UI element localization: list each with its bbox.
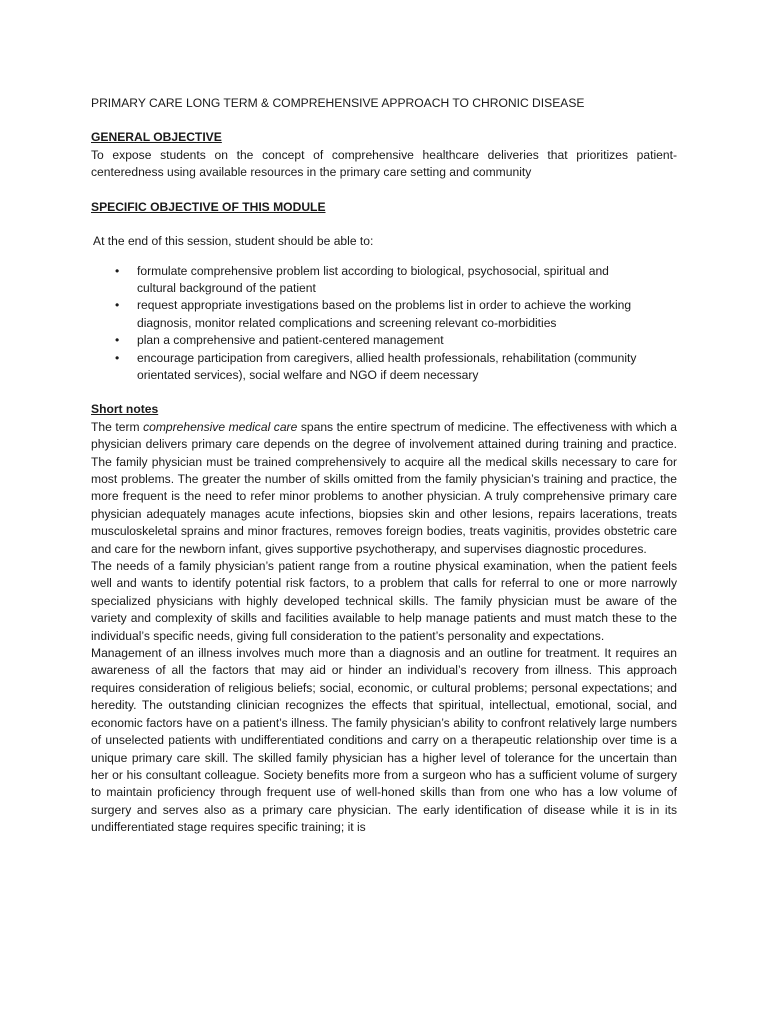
short-notes-heading: Short notes <box>91 402 159 417</box>
bullet-icon: • <box>115 298 120 313</box>
objective-text: encourage participation from caregivers, allied health professionals, rehabilitation (community orientated services), social welfare and NGO if deem necessary <box>137 350 637 382</box>
emphasized-term: comprehensive medical care <box>143 419 298 434</box>
objective-text: request appropriate investigations based on the problems list in order to achieve the working diagnosis, monitor related complications and screening relevant co-morbidities <box>137 298 632 330</box>
objective-item <box>91 332 677 349</box>
objectives-list <box>91 263 677 385</box>
document-title: PRIMARY CARE LONG TERM & COMPREHENSIVE APPROACH TO CHRONIC DISEASE <box>91 96 585 110</box>
objective-item <box>91 263 677 298</box>
bullet-icon: • <box>115 263 120 278</box>
short-notes-paragraph-2: The needs of a family physician’s patient range from a routine physical examination, when the patient feels well and wants to identify potential risk factors, to a problem that calls for referral to one or more narrowly specialized physicians with highly developed technical skills. The family physician must be aware of the variety and complexity of skills and facilities available to help manage patients and must match these to the individual’s specific needs, giving full consideration to the patient’s personality and expectations. <box>91 559 677 643</box>
objective-item <box>91 297 677 332</box>
objective-item <box>91 350 677 385</box>
bullet-icon: • <box>115 333 120 348</box>
objectives-intro: At the end of this session, student should be able to: <box>93 234 374 249</box>
document-page <box>91 95 677 837</box>
paragraph-1-body: spans the entire spectrum of medicine. The effectiveness with which a physician delivers primary care depends on the degree of involvement attained during training and practice. The family physician must be trained comprehensively to acquire all the medical skills necessary to care for most problems. The greater the number of skills omitted from the family physician’s training and practice, the more frequent is the need to refer minor problems to another physician. A truly comprehensive primary care physician adequately manages acute infections, biopsies skin and other lesions, repairs lacerations, treats musculoskeletal sprains and minor fractures, removes foreign bodies, treats vaginitis, provides obstetric care and care for the newborn infant, gives supportive psychotherapy, and supervises diagnostic procedures. <box>91 419 678 556</box>
objective-text: plan a comprehensive and patient-centered management <box>137 333 444 348</box>
general-objective-heading: GENERAL OBJECTIVE <box>91 130 222 145</box>
specific-objective-heading: SPECIFIC OBJECTIVE OF THIS MODULE <box>91 199 326 214</box>
general-objective-text: To expose students on the concept of comprehensive healthcare deliveries that prioritizes patient-centeredness using available resources in the primary care setting and community <box>91 147 677 180</box>
bullet-icon: • <box>115 350 120 365</box>
objective-text: formulate comprehensive problem list according to biological, psychosocial, spiritual and cultural background of the patient <box>137 263 609 295</box>
short-notes-paragraph-1 <box>91 419 677 558</box>
short-notes-paragraph-3: Management of an illness involves much more than a diagnosis and an outline for treatment. It requires an awareness of all the factors that may aid or hinder an individual’s recovery from illness. This approach requires consideration of religious beliefs; social, economic, or cultural problems; personal expectations; and heredity. The outstanding clinician recognizes the effects that spiritual, intellectual, emotional, social, and economic factors have on a patient’s illness. The family physician’s ability to confront relatively large numbers of unselected patients with undifferentiated conditions and carry on a therapeutic relationship over time is a unique primary care skill. The skilled family physician has a higher level of tolerance for the uncertain than her or his consultant colleague. Society benefits more from a surgeon who has a sufficient volume of surgery to maintain proficiency through frequent use of well-honed skills than from one who has a low volume of surgery and serves also as a primary care physician. The early identification of disease while it is in its undifferentiated stage requires specific training; it is <box>91 646 677 835</box>
paragraph-1-lead: The term <box>91 419 144 434</box>
